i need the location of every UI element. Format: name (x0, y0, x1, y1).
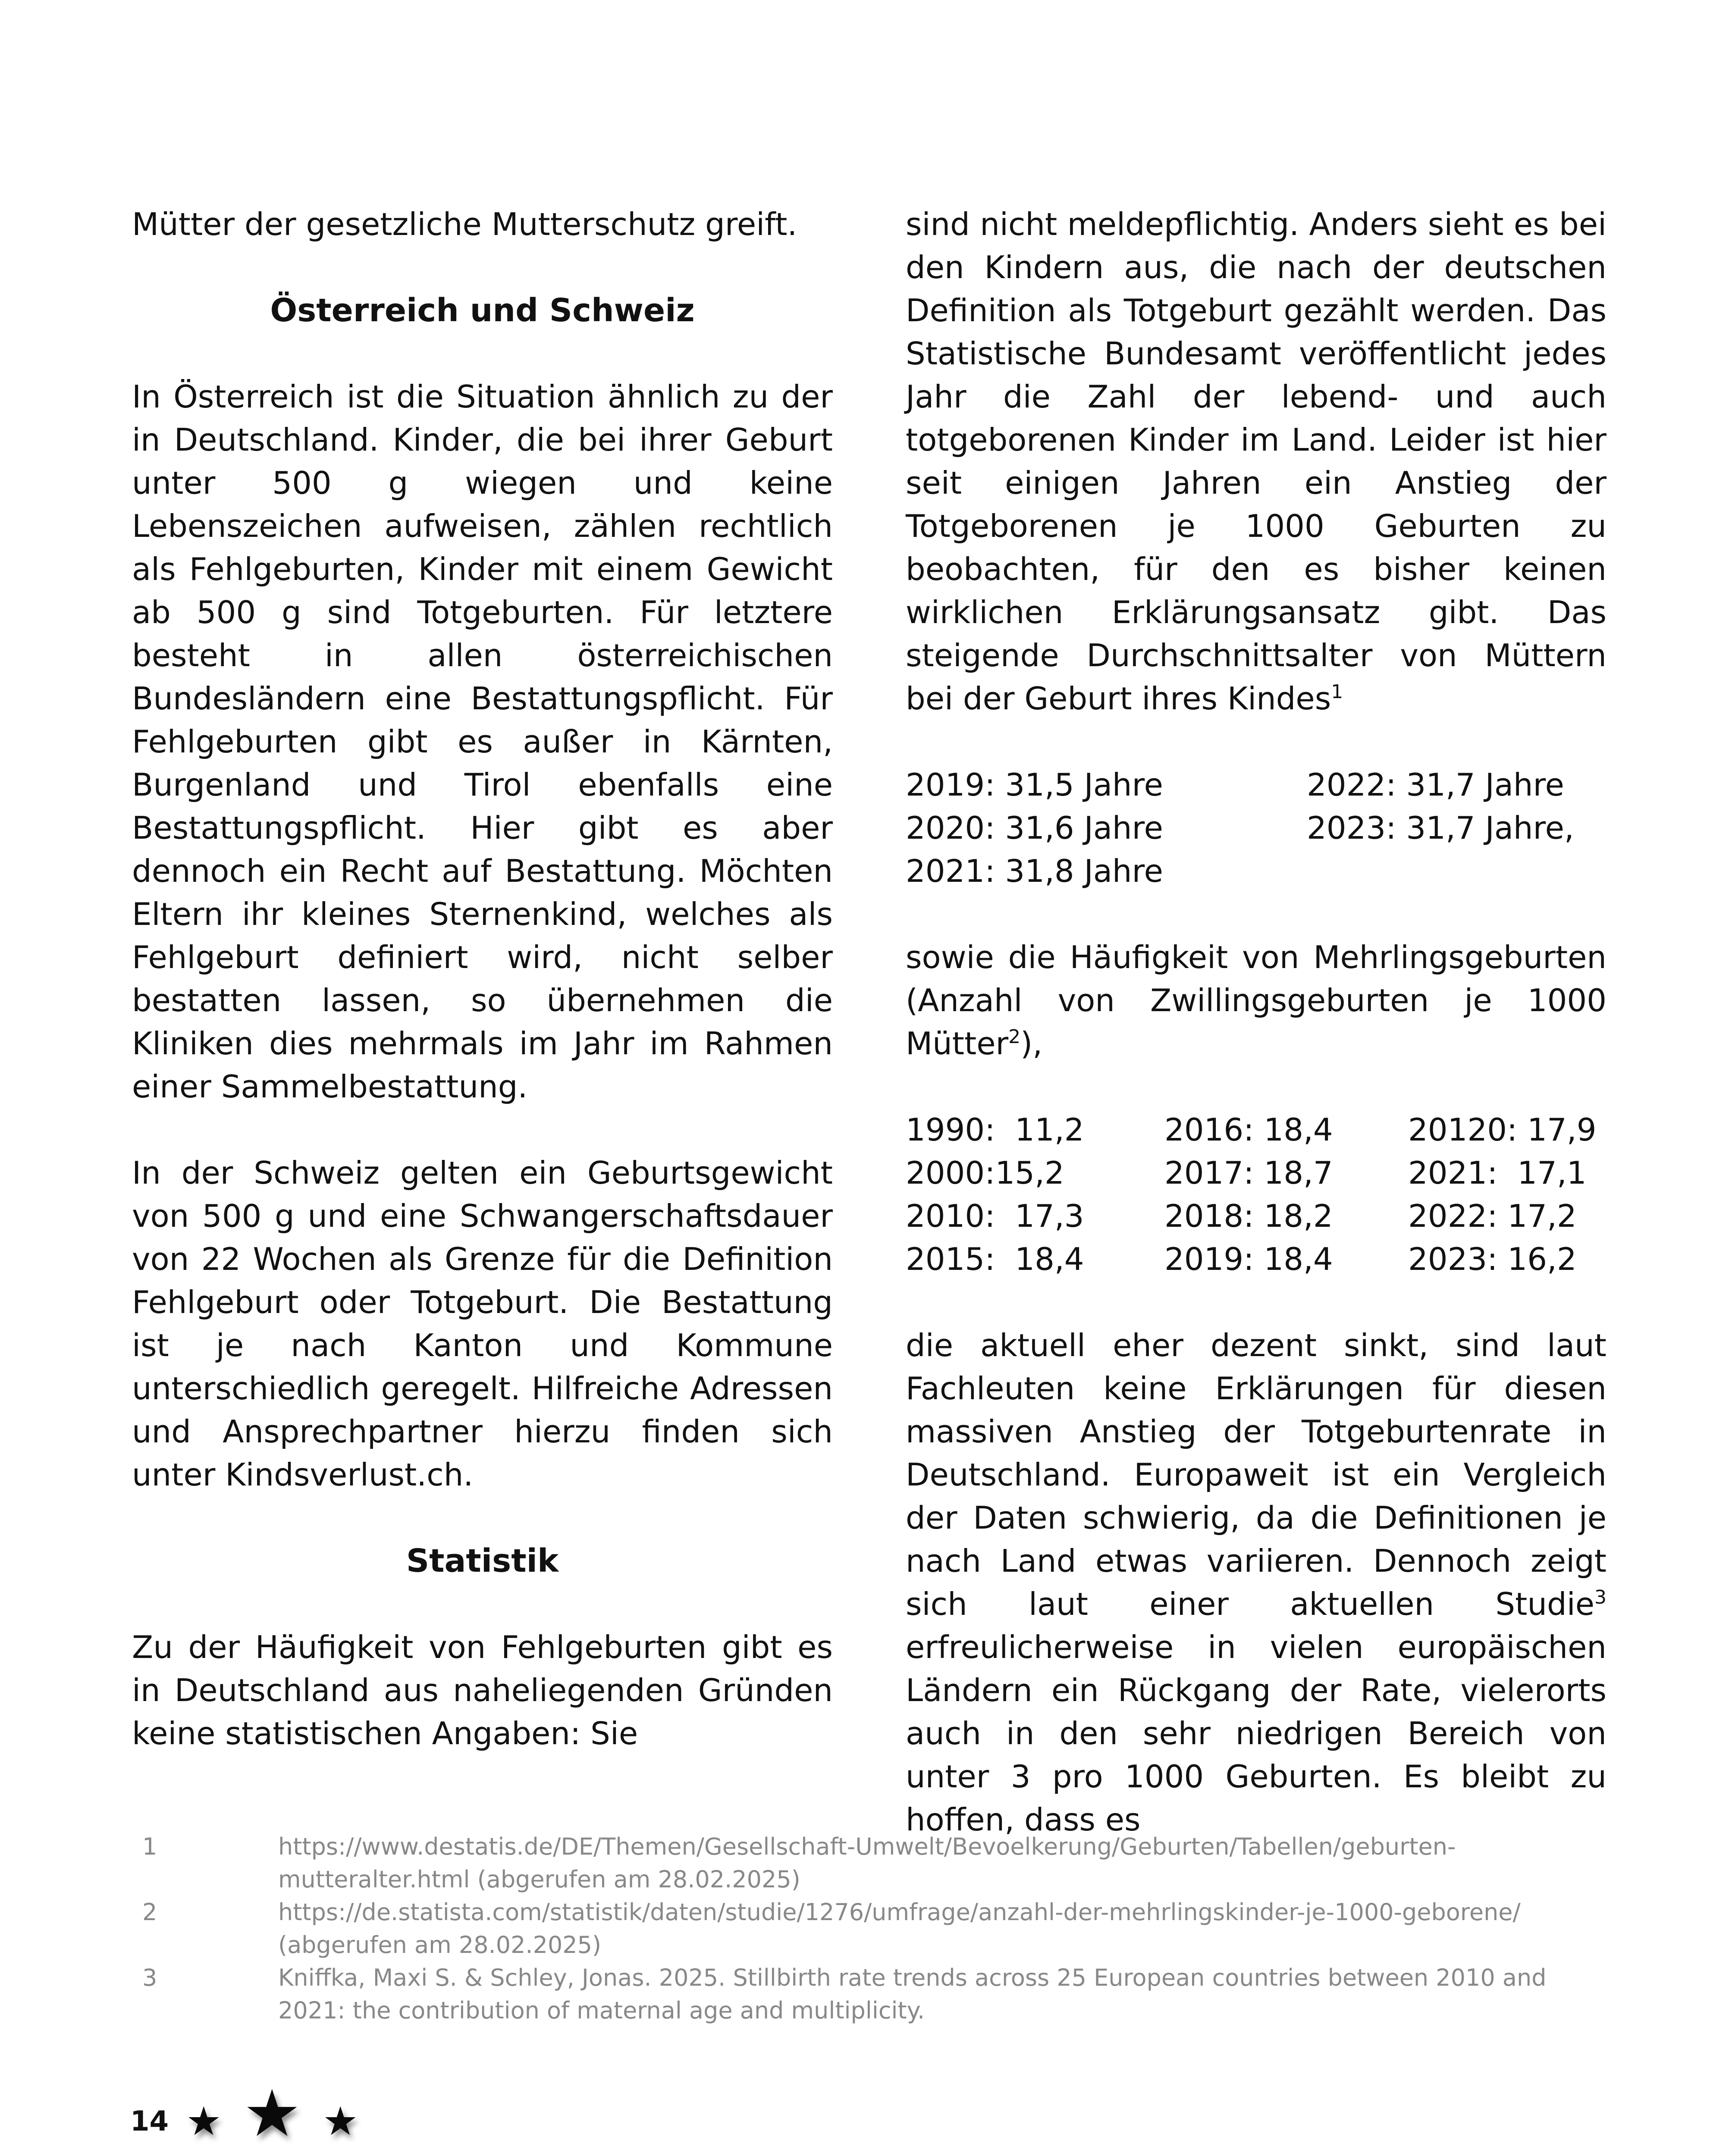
twin-entry: 1990: 11,2 (906, 1112, 1084, 1148)
age-entry: 2019: 31,5 Jahre (906, 767, 1163, 803)
age-entry: 2020: 31,6 Jahre (906, 810, 1163, 846)
paragraph-mehrlinge (906, 936, 1606, 1065)
paragraph-totgeburtenrate-end: erfreulicherweise in vielen europäischen Ländern ein Rückgang der Rate, vielerorts auch in den sehr niedrigen Bereich von unter 3 pro 1000 Geburten. Es bleibt zu hoffen, dass es (906, 1629, 1606, 1838)
twin-entry: 2023: 16,2 (1408, 1241, 1577, 1277)
footnote-1 (142, 1830, 1600, 1896)
twin-entry: 2021: 17,1 (1408, 1155, 1587, 1191)
paragraph-oesterreich: In Österreich ist die Situation ähnlich zu der in Deutschland. Kinder, die bei ihrer Geburt unter 500 g wiegen und keine Lebenszeichen aufweisen, zählen rechtlich als Fehlgeburten, Kinder mit einem Gewicht ab 500 g sind Totgeburten. Für letztere besteht in allen österreichischen Bundesländern eine Bestattungspflicht. Für Fehlgeburten gibt es außer in Kärnten, Burgenland und Tirol ebenfalls eine Bestattungspflicht. Hier gibt es aber dennoch ein Recht auf Bestattung. Möchten Eltern ihr kleines Sternenkind, welches als Fehlgeburt definiert wird, nicht selber bestatten lassen, so übernehmen die Kliniken dies mehrmals im Jahr im Rahmen einer Sammelbestattung. (132, 379, 833, 1105)
paragraph-statistik-intro: Zu der Häufigkeit von Fehlgeburten gibt es in Deutschland aus naheliegenden Gründen keine statistischen Angaben: Sie (132, 1629, 833, 1752)
star-icon: ★ (323, 2098, 358, 2144)
twin-entry: 2000:15,2 (906, 1155, 1064, 1191)
footnote-number: 2 (142, 1899, 157, 1926)
right-column (906, 203, 1606, 1841)
footnote-text[interactable]: https://www.destatis.de/DE/Themen/Gesellschaft-Umwelt/Bevoelkerung/Geburten/Tabellen/geburten-mutteralter.html (abgerufen am 28.02.2025) (278, 1833, 1456, 1893)
paragraph-mutterschutz: Mütter der gesetzliche Mutterschutz greift. (132, 206, 797, 242)
footnote-text: Kniffka, Maxi S. & Schley, Jonas. 2025. Stillbirth rate trends across 25 European countries between 2010 and 2021: the contribution of maternal age and multiplicity. (278, 1964, 1547, 2024)
twin-entry: 2022: 17,2 (1408, 1198, 1577, 1234)
left-column (132, 203, 833, 1755)
paragraph-mehrlinge-text: sowie die Häufigkeit von Mehrlingsgeburten (Anzahl von Zwillingsgeburten je 1000 Mütter (906, 939, 1606, 1062)
paragraph-mehrlinge-end: ), (1020, 1025, 1043, 1062)
page-number: 14 (130, 2106, 169, 2137)
age-entry (1307, 849, 1606, 893)
page-footer (130, 2076, 358, 2154)
footnote-number: 3 (142, 1964, 157, 1991)
age-entry: 2022: 31,7 Jahre (1307, 767, 1564, 803)
footnote-ref-2[interactable]: 2 (1008, 1026, 1021, 1048)
twin-entry: 2019: 18,4 (1164, 1241, 1333, 1277)
twin-entry: 2017: 18,7 (1164, 1155, 1333, 1191)
footnote-number: 1 (142, 1833, 157, 1860)
footnote-ref-1[interactable]: 1 (1331, 681, 1343, 703)
heading-oesterreich-schweiz: Österreich und Schweiz (270, 292, 695, 329)
age-entry: 2023: 31,7 Jahre, (1307, 810, 1574, 846)
twin-entry: 2016: 18,4 (1164, 1112, 1333, 1148)
twin-entry: 2018: 18,2 (1164, 1198, 1333, 1234)
paragraph-meldepflicht-text: sind nicht meldepflichtig. Anders sieht es bei den Kindern aus, die nach der deutschen Definition als Totgeburt gezählt werden. Das Statistische Bundesamt veröffentlicht jedes Jahr die Zahl der lebend- und auch totgeborenen Kinder im Land. Leider ist hier seit einigen Jahren ein Anstieg der Totgeborenen je 1000 Geburten zu beobachten, für den es bisher keinen wirklichen Erklärungsansatz gibt. Das steigende Durchschnittsalter von Müttern bei der Geburt ihres Kindes (906, 206, 1606, 717)
twin-entry: 20120: 17,9 (1408, 1112, 1597, 1148)
paragraph-totgeburtenrate-text: die aktuell eher dezent sinkt, sind laut Fachleuten keine Erklärungen für diesen massiven Anstieg der Totgeburtenrate in Deutschland. Europaweit ist ein Vergleich der Daten schwierig, da die Definitionen je nach Land etwas variieren. Dennoch zeigt sich laut einer aktuellen Studie (906, 1327, 1606, 1622)
paragraph-meldepflicht (906, 203, 1606, 720)
twin-entry: 2010: 17,3 (906, 1198, 1084, 1234)
star-icon: ★ (243, 2076, 301, 2151)
footnote-2 (142, 1896, 1600, 1962)
footnote-ref-3[interactable]: 3 (1594, 1586, 1606, 1608)
paragraph-totgeburtenrate (906, 1324, 1606, 1841)
paragraph-schweiz: In der Schweiz gelten ein Geburtsgewicht von 500 g und eine Schwangerschaftsdauer von 22 Wochen als Grenze für die Definition Fehlgeburt oder Totgeburt. Die Bestattung ist je nach Kanton und Kommune unterschiedlich geregelt. Hilfreiche Adressen und Ansprechpartner hierzu finden sich unter Kindsverlust.ch. (132, 1155, 833, 1493)
twin-births-list (906, 1108, 1606, 1281)
age-entry: 2021: 31,8 Jahre (906, 853, 1163, 889)
star-icon: ★ (186, 2098, 222, 2144)
heading-statistik: Statistik (406, 1542, 559, 1579)
footnote-3 (142, 1962, 1600, 2027)
footnotes (142, 1830, 1600, 2027)
footnote-text[interactable]: https://de.statista.com/statistik/daten/studie/1276/umfrage/anzahl-der-mehrlingskinder-je-1000-geborene/ (abgerufen am 28.02.2025) (278, 1899, 1521, 1959)
maternal-age-list (906, 763, 1606, 893)
twin-entry: 2015: 18,4 (906, 1241, 1084, 1277)
